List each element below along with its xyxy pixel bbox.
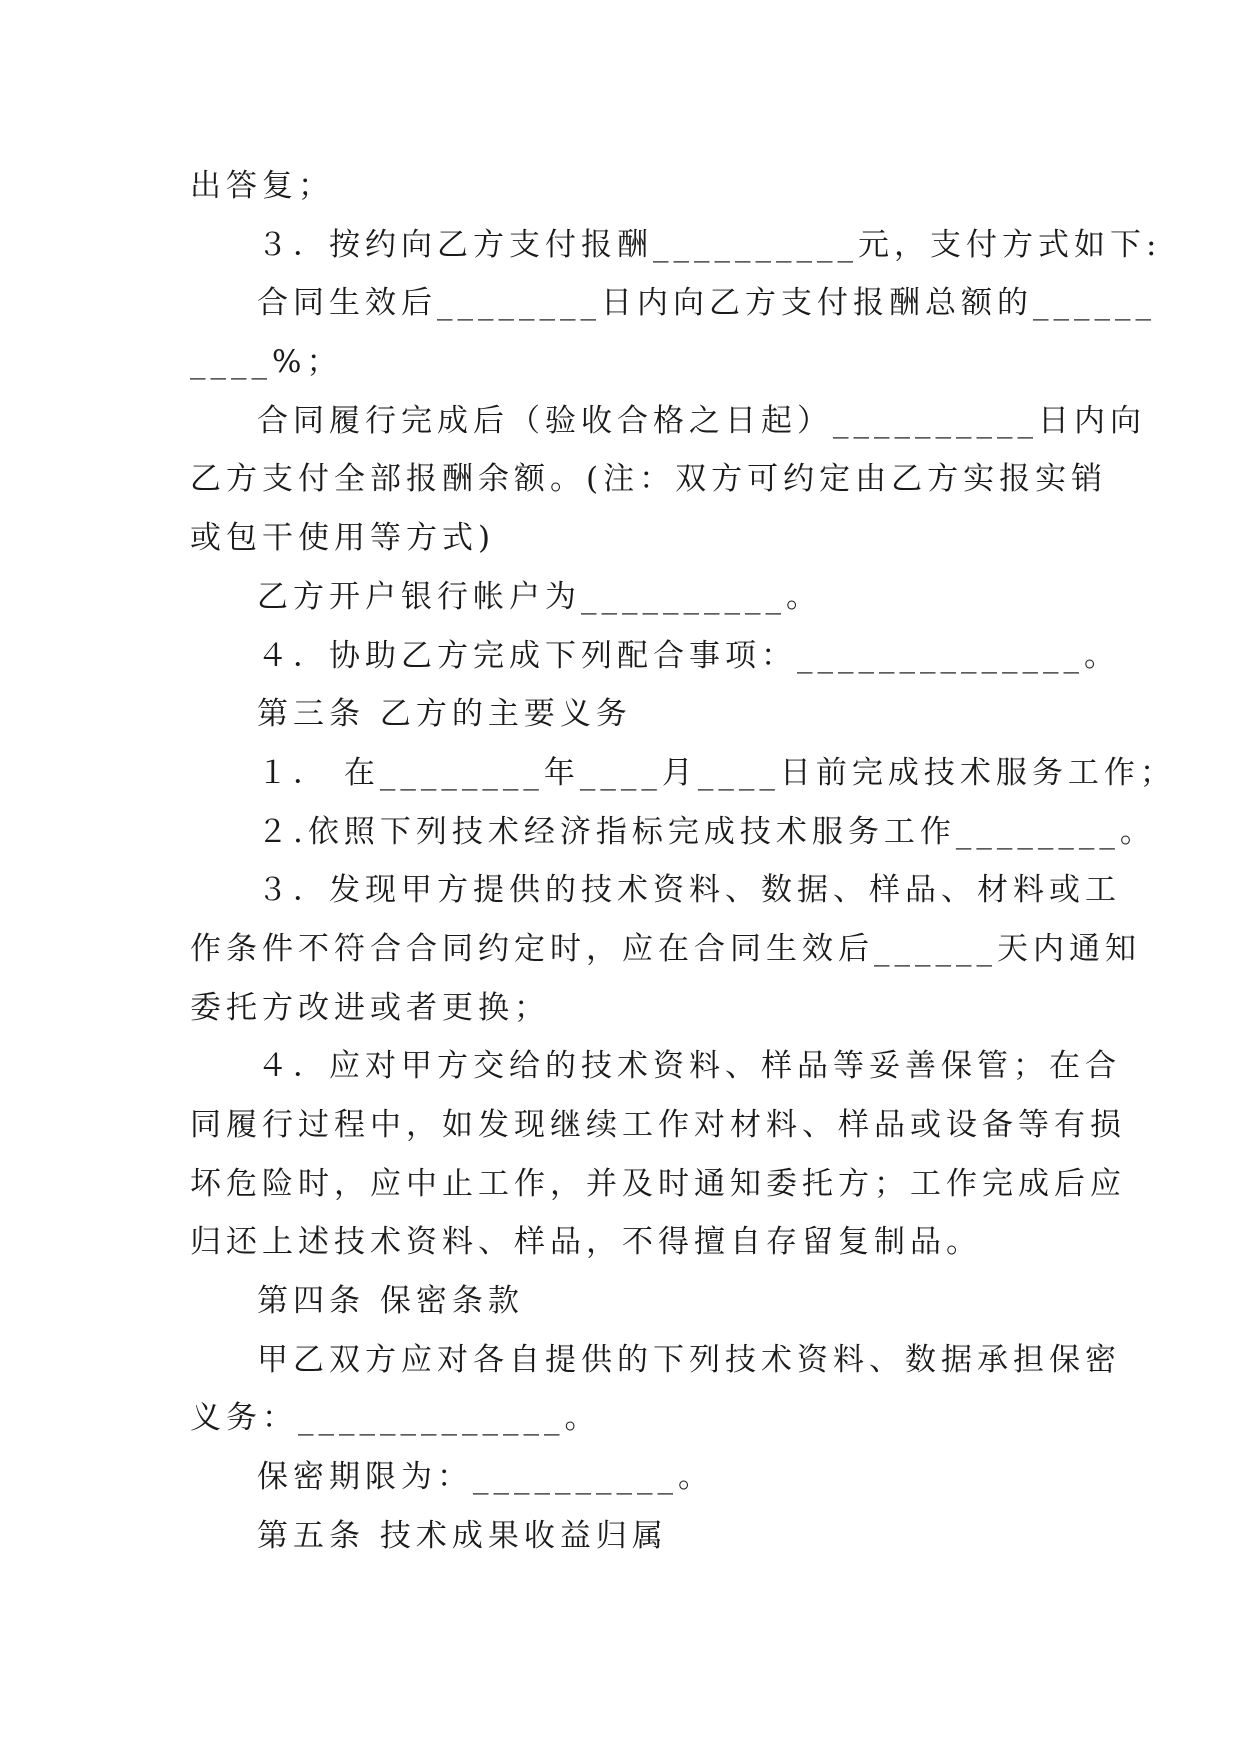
- section-heading: 第五条 技术成果收益归属: [257, 1518, 668, 1554]
- text-line: 或包干使用等方式): [190, 520, 496, 556]
- text-line: 委托方改进或者更换；: [190, 990, 550, 1026]
- text-line: ４．协助乙方完成下列配合事项：______________。: [257, 638, 1120, 674]
- text-line: ４．应对甲方交给的技术资料、样品等妥善保管；在合: [257, 1048, 1121, 1084]
- section-heading: 第三条 乙方的主要义务: [257, 696, 632, 732]
- section-heading: 第四条 保密条款: [257, 1283, 524, 1319]
- text-line: ３．发现甲方提供的技术资料、数据、样品、材料或工: [257, 872, 1121, 908]
- text-line: ３．按约向乙方支付报酬__________元，支付方式如下:: [257, 227, 1162, 263]
- text-line: 保密期限为：__________。: [257, 1459, 714, 1495]
- text-line: 乙方开户银行帐户为__________。: [257, 579, 822, 615]
- text-line: 归还上述技术资料、样品，不得擅自存留复制品。: [190, 1224, 982, 1260]
- text-line: ２.依照下列技术经济指标完成技术服务工作________。: [257, 814, 1156, 850]
- text-line: 甲乙双方应对各自提供的下列技术资料、数据承担保密: [257, 1342, 1121, 1378]
- text-line: 合同生效后________日内向乙方支付报酬总额的______: [257, 285, 1156, 321]
- text-line: 作条件不符合合同约定时，应在合同生效后______天内通知: [190, 931, 1141, 967]
- text-line: 同履行过程中，如发现继续工作对材料、样品或设备等有损: [190, 1107, 1126, 1143]
- text-line: 出答复；: [190, 168, 334, 204]
- text-line: 义务：_____________。: [190, 1400, 601, 1436]
- text-line: 乙方支付全部报酬余额。(注：双方可约定由乙方实报实销: [190, 461, 1108, 497]
- text-line: 合同履行完成后（验收合格之日起）__________日内向: [257, 403, 1146, 439]
- text-line: ____%；: [190, 344, 343, 380]
- text-line: １． 在________年____月____日前完成技术服务工作；: [257, 755, 1176, 791]
- text-line: 坏危险时，应中止工作，并及时通知委托方；工作完成后应: [190, 1166, 1126, 1202]
